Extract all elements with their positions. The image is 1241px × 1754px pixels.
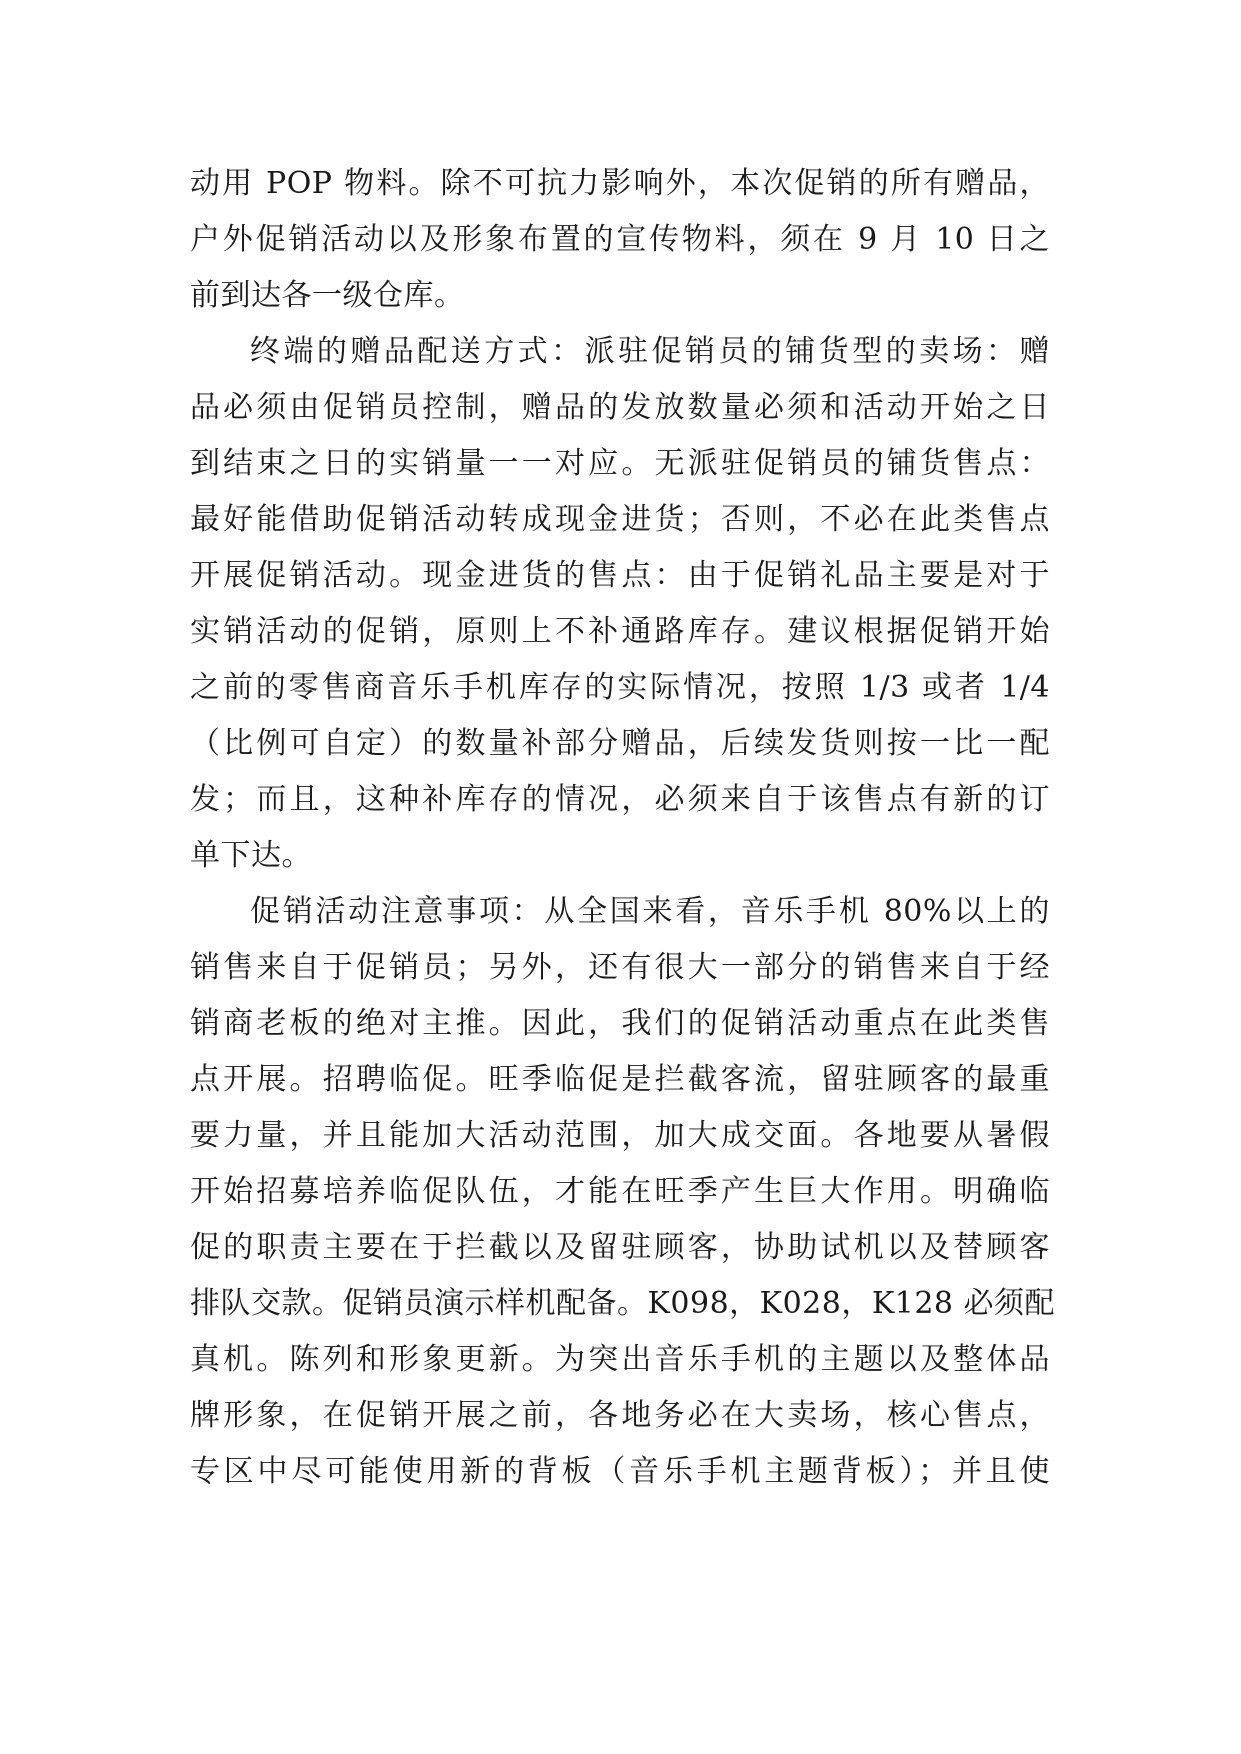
text-line: 终端的赠品配送方式：派驻促销员的铺货型的卖场：赠 bbox=[250, 334, 1050, 369]
body-text bbox=[190, 156, 1056, 1500]
text-line: 最好能借助促销活动转成现金进货；否则，不必在此类售点 bbox=[190, 502, 1050, 537]
text-line: 销售来自于促销员；另外，还有很大一部分的销售来自于经 bbox=[190, 950, 1050, 985]
text-line: 点开展。招聘临促。旺季临促是拦截客流，留驻顾客的最重 bbox=[190, 1062, 1050, 1097]
text-line: 品必须由促销员控制，赠品的发放数量必须和活动开始之日 bbox=[190, 390, 1050, 425]
text-line: 真机。陈列和形象更新。为突出音乐手机的主题以及整体品 bbox=[190, 1342, 1050, 1377]
text-line: 发；而且，这种补库存的情况，必须来自于该售点有新的订 bbox=[190, 782, 1050, 817]
text-line: 前到达各一级仓库。 bbox=[190, 278, 465, 313]
text-line: 要力量，并且能加大活动范围，加大成交面。各地要从暑假 bbox=[190, 1118, 1050, 1153]
text-line: 促销活动注意事项：从全国来看，音乐手机 80%以上的 bbox=[250, 894, 1050, 929]
text-line: 开展促销活动。现金进货的售点：由于促销礼品主要是对于 bbox=[190, 558, 1050, 593]
text-line: 之前的零售商音乐手机库存的实际情况，按照 1/3 或者 1/4 bbox=[190, 670, 1050, 705]
text-line: 开始招募培养临促队伍，才能在旺季产生巨大作用。明确临 bbox=[190, 1174, 1050, 1209]
text-line: 排队交款。促销员演示样机配备。K098，K028，K128 必须配 bbox=[190, 1286, 1056, 1321]
text-line: 实销活动的促销，原则上不补通路库存。建议根据促销开始 bbox=[190, 614, 1050, 649]
text-line: 户外促销活动以及形象布置的宣传物料，须在 9 月 10 日之 bbox=[190, 222, 1050, 257]
text-line: 销商老板的绝对主推。因此，我们的促销活动重点在此类售 bbox=[190, 1006, 1050, 1041]
text-line: 单下达。 bbox=[190, 838, 312, 873]
text-line: （比例可自定）的数量补部分赠品，后续发货则按一比一配 bbox=[190, 726, 1050, 761]
text-line: 牌形象，在促销开展之前，各地务必在大卖场，核心售点， bbox=[190, 1398, 1050, 1433]
text-line: 到结束之日的实销量一一对应。无派驻促销员的铺货售点： bbox=[190, 446, 1050, 481]
text-line: 动用 POP 物料。除不可抗力影响外，本次促销的所有赠品， bbox=[190, 166, 1050, 201]
text-line: 专区中尽可能使用新的背板（音乐手机主题背板）；并且使 bbox=[190, 1454, 1050, 1489]
text-line: 促的职责主要在于拦截以及留驻顾客，协助试机以及替顾客 bbox=[190, 1230, 1050, 1265]
